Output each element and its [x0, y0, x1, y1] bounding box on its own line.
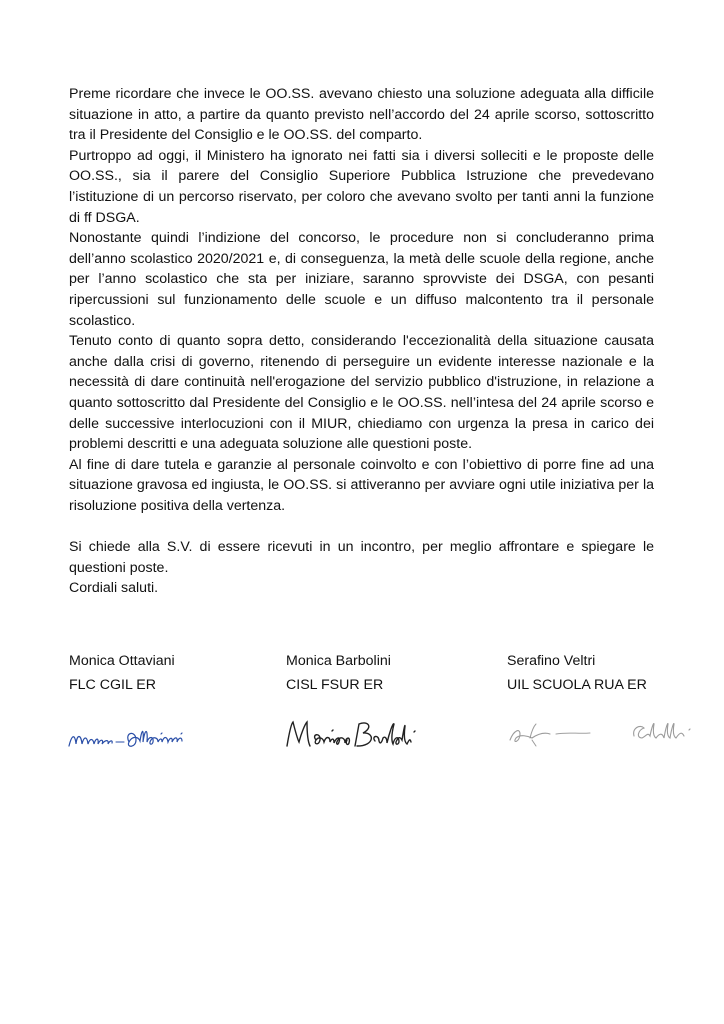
signatory-org: FLC CGIL ER [69, 677, 156, 693]
signatories-block [69, 649, 689, 699]
closing-greeting: Cordiali saluti. [69, 580, 159, 597]
signatory-name: Serafino Veltri [507, 653, 596, 669]
signatory-name: Monica Ottaviani [69, 653, 175, 669]
signatory-2 [286, 649, 391, 697]
letter-body [69, 84, 654, 599]
signatory-name: Monica Barbolini [286, 653, 391, 669]
paragraph-2: Purtroppo ad oggi, il Ministero ha ignorato nei fatti sia i diversi solleciti e le proposte delle OO.SS., sia il parere del Consiglio Superiore Pubblica Istruzione che prevedevano l’istituzione di un percorso riservato, per coloro che avevano svolto per tanti anni la funzione di ff DSGA. [69, 147, 654, 226]
signatory-3 [507, 649, 647, 697]
paragraph-5: Al fine di dare tutela e garanzie al personale coinvolto e con l’obiettivo di porre fine ad una situazione gravosa ed ingiusta, le OO.SS. si attiveranno per avviare ogni utile iniziativa per la risoluzione positiva della vertenza. [69, 456, 654, 514]
signature-veltri [506, 716, 716, 752]
signature-barbolini [283, 716, 433, 756]
paragraph-4: Tenuto conto di quanto sopra detto, considerando l'eccezionalità della situazione causata anche dalla crisi di governo, ritenendo di perseguire un evidente interesse nazionale e la necessità di dare continuità nell'erogazione del servizio pubblico d'istruzione, in relazione a quanto sottoscritto dal Presidente del Consiglio e le OO.SS. nell’intesa del 24 aprile scorso e delle successive interlocuzioni con il MIUR, chiediamo con urgenza la presa in carico dei problemi descritti e una adeguata soluzione alle questioni poste. [69, 333, 654, 453]
paragraph-3: Nonostante quindi l’indizione del concorso, le procedure non si concluderanno prima dell’anno scolastico 2020/2021 e, di conseguenza, la metà delle scuole della regione, anche per l’anno scolastico che sta per iniziare, saranno sprovviste dei DSGA, con pesanti ripercussioni sul funzionamento delle scuole e un diffuso malcontento tra il personale scolastico. [69, 230, 654, 329]
signatory-org: UIL SCUOLA RUA ER [507, 677, 647, 693]
signatory-1 [69, 649, 175, 697]
signature-ottaviani [66, 722, 198, 758]
blank-line [69, 516, 654, 537]
meeting-request: Si chiede alla S.V. di essere ricevuti in un incontro, per meglio affrontare e spiegare le questioni poste. [69, 539, 654, 576]
paragraph-1: Preme ricordare che invece le OO.SS. avevano chiesto una soluzione adeguata alla difficile situazione in atto, a partire da quanto previsto nell’accordo del 24 aprile scorso, sottoscritto tra il Presidente del Consiglio e le OO.SS. del comparto. [69, 86, 654, 144]
signatory-org: CISL FSUR ER [286, 677, 384, 693]
